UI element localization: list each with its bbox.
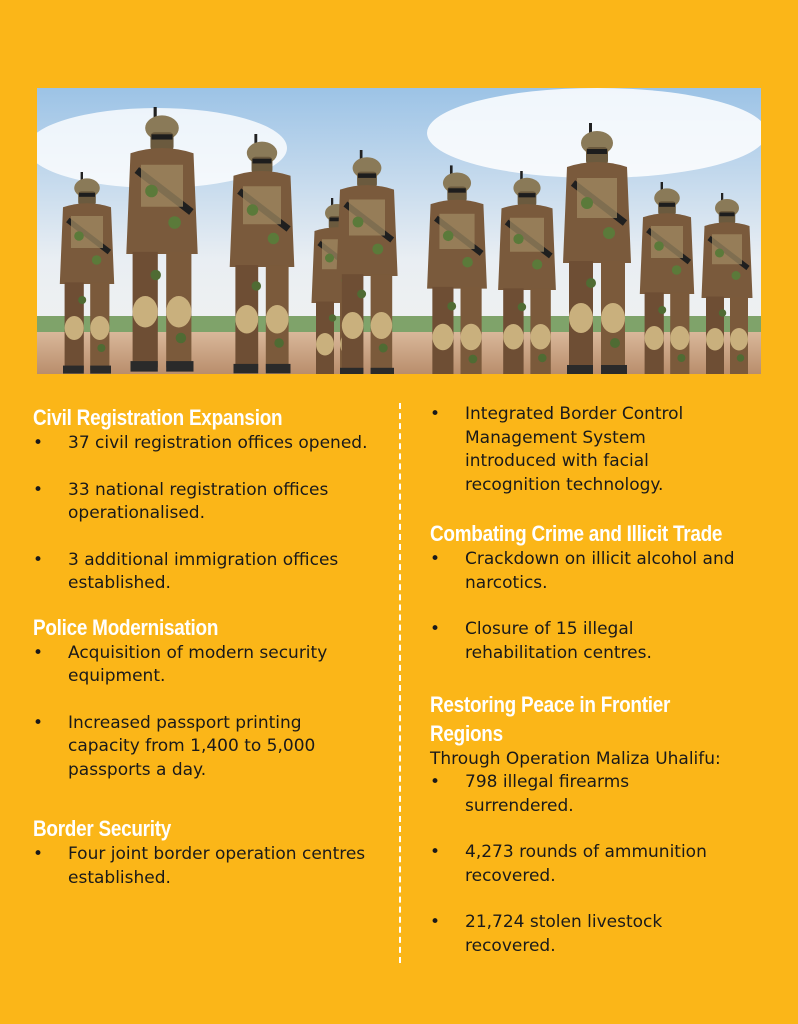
list-item: • 33 national registration offices operationalised. bbox=[33, 479, 373, 526]
bullet-list bbox=[33, 642, 373, 783]
list-item: • 798 illegal firearms surrendered. bbox=[430, 771, 705, 818]
list-item: • Closure of 15 illegal rehabilitation centres. bbox=[430, 618, 735, 665]
section-heading: Restoring Peace in Frontier Regions bbox=[430, 692, 671, 746]
list-item: • Crackdown on illicit alcohol and narcotics. bbox=[430, 548, 735, 595]
bullet-list bbox=[33, 432, 373, 596]
list-item: • 37 civil registration offices opened. bbox=[33, 432, 373, 456]
section-heading: Civil Registration Expansion bbox=[33, 405, 283, 430]
bullet-list bbox=[430, 548, 770, 665]
section-heading: Police Modernisation bbox=[33, 614, 219, 640]
section-intro: Through Operation Maliza Uhalifu: bbox=[430, 749, 721, 769]
list-item: • 3 additional immigration offices established. bbox=[33, 549, 373, 596]
left-column bbox=[33, 403, 373, 907]
list-item: • 4,273 rounds of ammunition recovered. bbox=[430, 841, 755, 888]
bullet-list bbox=[430, 771, 770, 958]
section-restoring-peace bbox=[430, 690, 770, 958]
column-divider bbox=[399, 403, 401, 963]
list-item: • Increased passport printing capacity from 1,400 to 5,000 passports a day. bbox=[33, 712, 373, 783]
section-civil-registration bbox=[33, 403, 373, 596]
bullet-list bbox=[430, 403, 770, 497]
soldiers-photo bbox=[37, 88, 761, 374]
section-heading: Border Security bbox=[33, 816, 172, 841]
list-item: • Acquisition of modern security equipment. bbox=[33, 642, 373, 689]
list-item: • 21,724 stolen livestock recovered. bbox=[430, 911, 705, 958]
right-column bbox=[430, 403, 770, 975]
bullet-list bbox=[33, 843, 373, 890]
list-item: • Integrated Border Control Management System introduced with facial recognition technology. bbox=[430, 403, 735, 497]
list-item: • Four joint border operation centres established. bbox=[33, 843, 373, 890]
section-police-modernisation bbox=[33, 613, 373, 783]
section-heading: Combating Crime and Illicit Trade bbox=[430, 521, 723, 546]
section-combating-crime bbox=[430, 519, 770, 665]
section-border-security bbox=[33, 814, 373, 890]
